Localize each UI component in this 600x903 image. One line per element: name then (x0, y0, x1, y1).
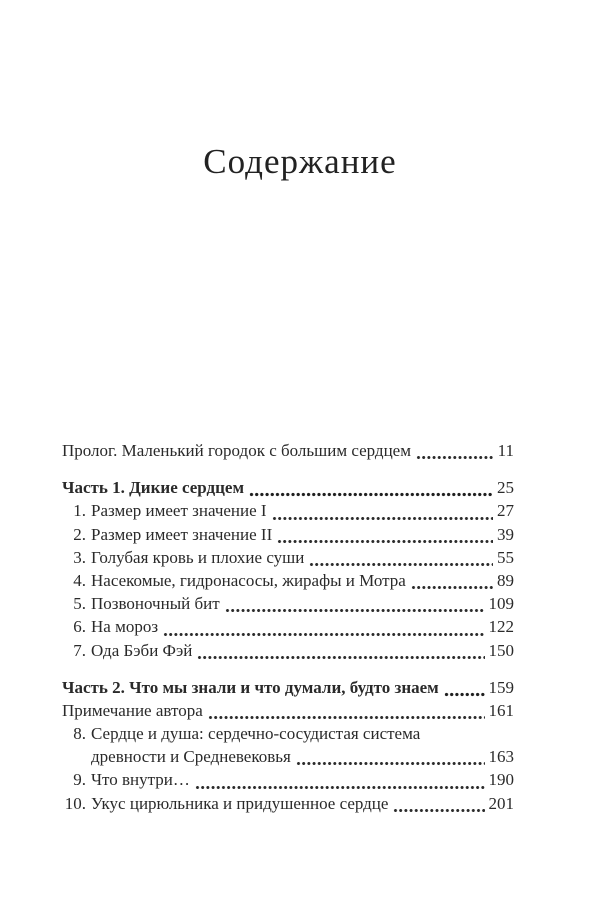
toc-entry (62, 441, 514, 464)
toc-entry (62, 641, 514, 664)
page-number: 89 (497, 570, 514, 590)
chapter-number: 9. (73, 770, 86, 790)
chapter-number: 4. (73, 570, 86, 590)
chapter-number: 7. (73, 640, 86, 660)
entry-label: Укус цирюльника и придушенное сердце (91, 793, 389, 813)
entry-label: Часть 2. Что мы знали и что думали, будто знаем (62, 677, 439, 697)
page-title: Содержание (203, 142, 397, 181)
dot-leader (309, 561, 493, 568)
dot-leader (296, 760, 485, 767)
entry-label: Пролог. Маленький городок с большим сердцем (62, 441, 411, 460)
toc-entry (62, 724, 514, 747)
page-number: 190 (488, 770, 514, 790)
page-number: 39 (497, 524, 514, 544)
dot-leader (197, 654, 484, 661)
dot-leader (272, 515, 493, 522)
page-number: 159 (488, 677, 514, 697)
chapter-number: 10. (64, 793, 86, 813)
dot-leader (249, 491, 493, 498)
table-of-contents (62, 441, 514, 817)
toc-entry (62, 548, 514, 571)
chapter-number: 3. (73, 547, 86, 567)
dot-leader (411, 584, 493, 591)
toc-entry (62, 701, 514, 724)
entry-label: Позвоночный бит (91, 594, 220, 614)
entry-label: Насекомые, гидронасосы, жирафы и Мотра (91, 570, 406, 590)
chapter-number: 8. (73, 724, 86, 744)
entry-label: Размер имеет значение I (91, 501, 267, 521)
toc-entry (62, 525, 514, 548)
dot-leader (208, 714, 485, 721)
dot-leader (163, 631, 484, 638)
page-number: 27 (497, 501, 514, 521)
chapter-number: 1. (73, 501, 86, 521)
entry-label: Ода Бэби Фэй (91, 640, 193, 660)
toc-entry (62, 478, 514, 501)
dot-leader (195, 784, 485, 791)
entry-label: Голубая кровь и плохие суши (91, 547, 305, 567)
page-number: 163 (488, 747, 514, 767)
page-number: 25 (497, 478, 514, 498)
chapter-number: 5. (73, 594, 86, 614)
page-number: 201 (488, 793, 514, 813)
page-number: 150 (488, 640, 514, 660)
entry-label: На мороз (91, 617, 159, 637)
dot-leader (393, 807, 484, 814)
dot-leader (225, 607, 485, 614)
page-number: 161 (488, 700, 514, 720)
toc-entry (62, 571, 514, 594)
entry-label: Сердце и душа: сердечно-сосудистая система (91, 724, 421, 744)
page-number: 55 (497, 547, 514, 567)
page-number: 109 (488, 594, 514, 614)
toc-entry (62, 678, 514, 701)
chapter-number: 2. (73, 524, 86, 544)
toc-entry (62, 617, 514, 640)
dot-leader (444, 691, 485, 698)
chapter-number: 6. (73, 617, 86, 637)
entry-label: Размер имеет значение II (91, 524, 273, 544)
entry-label: Часть 1. Дикие сердцем (62, 478, 245, 498)
page-number: 11 (497, 441, 514, 460)
entry-label: Примечание автора (62, 700, 203, 720)
toc-entry (62, 794, 514, 817)
toc-entry-continuation (62, 747, 514, 770)
dot-leader (277, 538, 493, 545)
toc-entry (62, 770, 514, 793)
entry-label: Что внутри… (91, 770, 190, 790)
dot-leader (416, 454, 494, 461)
page-number: 122 (488, 617, 514, 637)
toc-entry (62, 594, 514, 617)
toc-entry (62, 501, 514, 524)
entry-label-continuation: древности и Средневековья (91, 747, 291, 767)
